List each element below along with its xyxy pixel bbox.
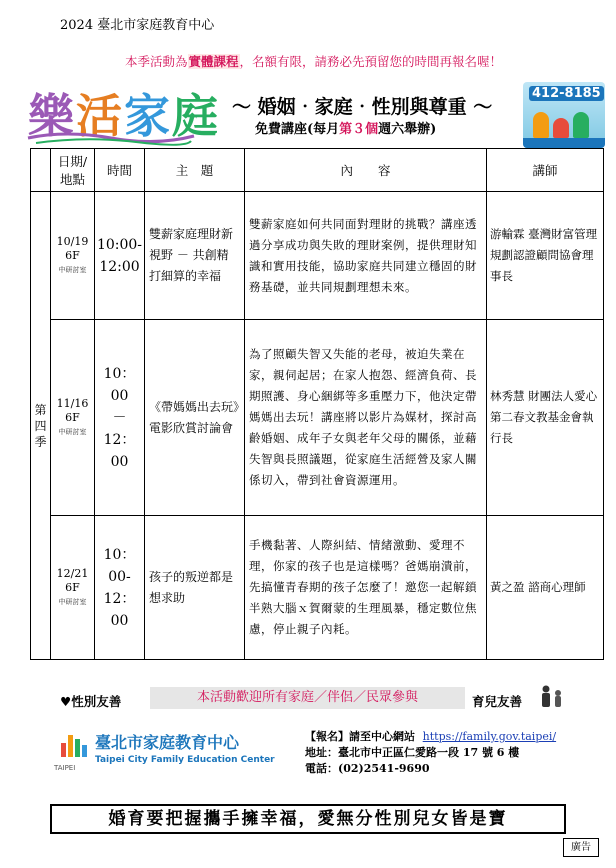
header-date-place: 日期/地點	[51, 149, 95, 192]
season-label	[31, 192, 51, 660]
date-cell	[51, 320, 95, 516]
topic-cell: 雙薪家庭理財新視野 － 共創精打細算的幸福	[145, 192, 245, 320]
phone: 電話：(02)2541-9690	[305, 762, 430, 775]
content-cell: 為了照顧失智又失能的老母，被迫失業在家，親伺起居；在家人抱怨、經濟負荷、長期照護、身心綑綁等多重壓力下，他決定帶媽媽出去玩！講座將以影片為媒材，探討高齡婚姻、成年子女與老年父母的關係，並藉失智與長照議題，從家庭生活經營及家人關係切入，帶到社會資源運用。	[245, 320, 487, 516]
time-end: 12：00	[103, 590, 136, 629]
notice-after: ，名額有限，請務必先預留您的時間再報名喔！	[239, 54, 503, 69]
hotline-badge	[523, 82, 605, 148]
topic-cell: 孩子的叛逆都是想求助	[145, 516, 245, 660]
taipei-city-logo-icon	[57, 729, 91, 763]
content-cell: 雙薪家庭如何共同面對理財的挑戰？講座透過分享成功與失敗的理財案例，提供理財知識和實用技能，協助家庭共同建立穩固的財務基礎，並共同規劃理想未來。	[245, 192, 487, 320]
welcome-banner: 本活動歡迎所有家庭／伴侶／民眾參與	[150, 687, 465, 709]
registration-info	[305, 728, 556, 744]
table-row	[31, 192, 604, 320]
address: 地址：臺北市中正區仁愛路一段 17 號 6 樓	[305, 746, 520, 759]
hotline-caption-bar	[523, 138, 605, 148]
topic-cell: 《帶媽媽出去玩》電影欣賞討論會	[145, 320, 245, 516]
logo-char-4: 庭	[172, 89, 220, 143]
notice-highlight: 實體課程	[188, 54, 239, 69]
slogan-box: 婚育要把握攜手擁幸福，愛無分性別兒女皆是寶	[50, 804, 566, 834]
date: 10/19	[56, 234, 89, 248]
room: 中研討室	[58, 597, 87, 606]
family-figure-icon	[553, 118, 569, 138]
logo-char-1: 樂	[28, 89, 76, 143]
speaker-cell: 游輸霖 臺灣財富管理規劃認證顧問協會理事長	[487, 192, 604, 320]
swoosh-icon	[26, 128, 196, 146]
time-cell	[95, 320, 145, 516]
subtitle-before: 免費講座(每月	[255, 122, 340, 137]
blank-header	[31, 149, 51, 192]
time-cell	[95, 192, 145, 320]
parenting-friendly-label: 育兒友善	[472, 694, 523, 709]
floor: 6F	[65, 410, 80, 424]
time-start: 10：00-	[103, 546, 136, 585]
date: 12/21	[56, 566, 89, 580]
logo-char-3: 家	[124, 89, 172, 143]
time-mid: －	[112, 409, 127, 426]
date-cell	[51, 192, 95, 320]
subtitle-after: 週六舉辦)	[378, 122, 437, 137]
room: 中研討室	[58, 427, 87, 436]
subtitle-highlight: 第３個	[339, 122, 379, 137]
registration-link[interactable]: https://family.gov.taipei/	[422, 730, 557, 743]
season-text: 第四季	[34, 402, 47, 449]
time-cell	[95, 516, 145, 660]
subtitle	[255, 118, 436, 137]
speaker-cell: 林秀慧 財團法人愛心第二春文教基金會執行長	[487, 320, 604, 516]
organizer-header: 2024 臺北市家庭教育中心	[60, 18, 215, 33]
center-name: 臺北市家庭教育中心	[95, 733, 240, 752]
taipei-label: TAIPEI	[54, 764, 76, 772]
registration-label: 【報名】請至中心網站	[305, 730, 415, 743]
floor: 6F	[65, 580, 80, 594]
time-start: 10：00	[103, 365, 136, 404]
notice-text	[125, 52, 502, 70]
table-row	[31, 320, 604, 516]
header-topic: 主 題	[145, 149, 245, 192]
header-time: 時間	[95, 149, 145, 192]
table-row	[31, 516, 604, 660]
header-speaker: 講師	[487, 149, 604, 192]
time-end: 12：00	[103, 431, 136, 470]
time-end: 12:00	[99, 258, 140, 275]
hotline-number: 412-8185	[529, 86, 604, 101]
ad-label: 廣告	[563, 838, 599, 857]
time-start: 10:00-	[96, 236, 143, 253]
main-title: ～ 婚姻‧家庭‧性別與尊重 ～	[232, 96, 493, 118]
family-figure-icon	[533, 112, 549, 138]
logo-char-2: 活	[76, 89, 124, 143]
gender-friendly-label: ♥性別友善	[60, 694, 122, 709]
notice-before: 本季活動為	[125, 54, 188, 69]
floor: 6F	[65, 248, 80, 262]
header-content: 內 容	[245, 149, 487, 192]
date: 11/16	[56, 396, 89, 410]
room: 中研討室	[58, 265, 87, 274]
family-people-icon	[538, 684, 568, 710]
center-english-name: Taipei City Family Education Center	[95, 755, 275, 765]
schedule-table	[30, 148, 604, 660]
family-figure-icon	[573, 112, 589, 138]
content-cell: 手機黏著、人際糾結、情緒激動、愛理不理，你家的孩子也是這樣嗎？爸媽崩潰前，先搞懂青春期的孩子怎麼了！邀您一起解鎖半熟大腦ｘ賀爾蒙的生理風暴，穩定數位焦慮，停止親子內耗。	[245, 516, 487, 660]
speaker-cell: 黃之盈 諮商心理師	[487, 516, 604, 660]
date-cell	[51, 516, 95, 660]
table-header-row	[31, 149, 604, 192]
